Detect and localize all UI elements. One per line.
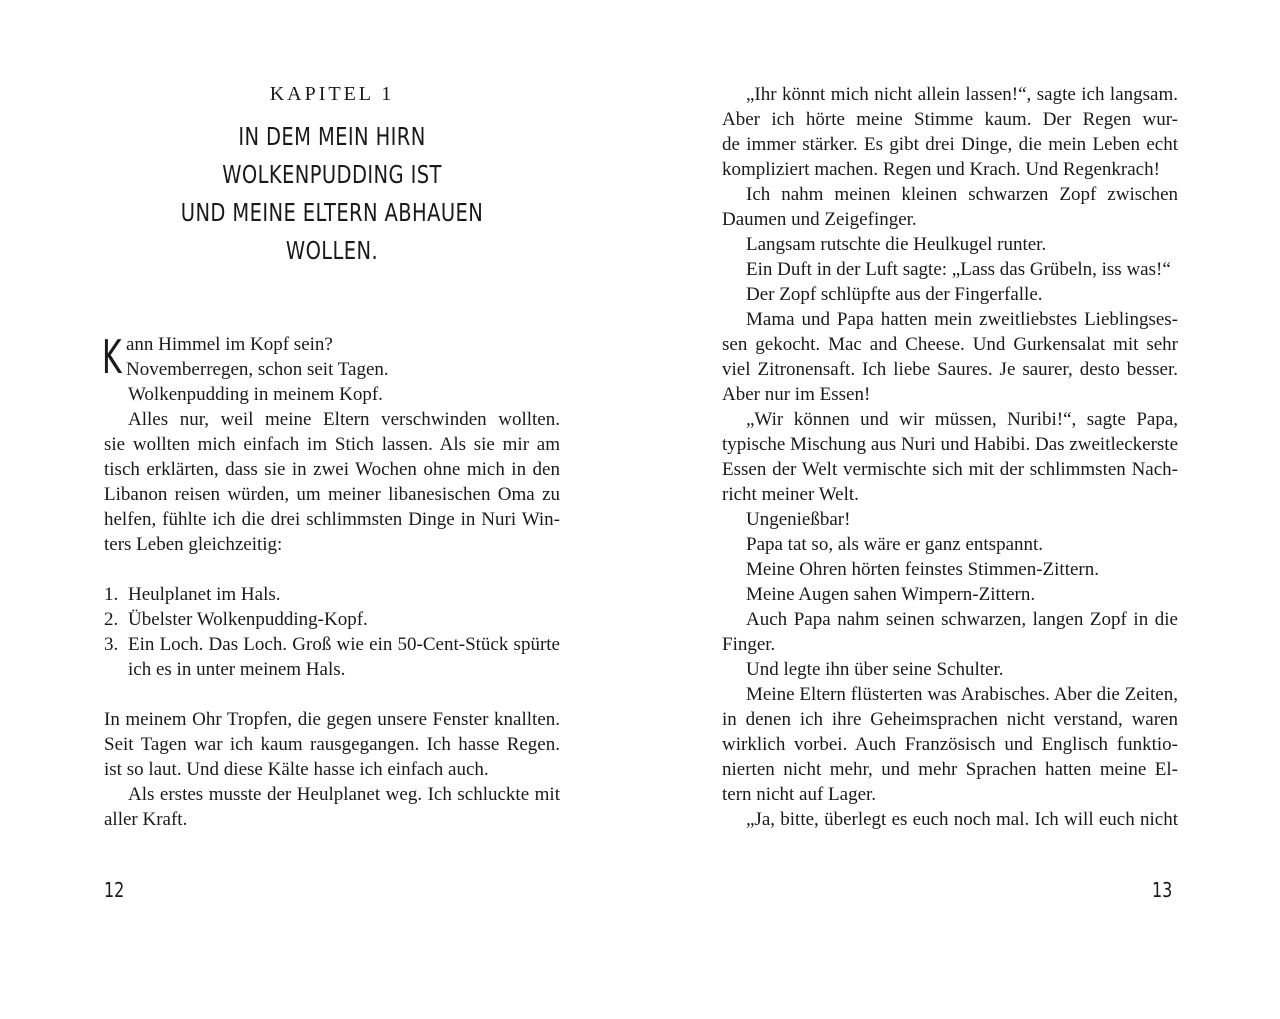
text-line: tern nicht auf Lager.	[722, 784, 877, 805]
text-line: „Ja, bitte, überlegt es euch noch mal. Ich will euch nicht	[746, 809, 1178, 830]
text-line: Mama und Papa hatten mein zweitliebstes Lieblingses-	[746, 309, 1178, 330]
text-line: In meinem Ohr Tropfen, die gegen unsere Fenster knallten.	[104, 709, 560, 730]
right-page	[640, 0, 1280, 1019]
list-text: Heulplanet im Hals.	[128, 584, 281, 605]
list-item	[104, 607, 560, 632]
text-line: typische Mischung aus Nuri und Habibi. Das zweitleckerste	[722, 434, 1178, 455]
text-line: Und legte ihn über seine Schulter.	[746, 659, 1004, 680]
text-line: Essen der Welt vermischte sich mit der schlimmsten Nach-	[722, 459, 1178, 480]
text-line: sen gekocht. Mac and Cheese. Und Gurkensalat mit sehr	[722, 334, 1178, 355]
text-line: ist so laut. Und diese Kälte hasse ich einfach auch.	[104, 759, 489, 780]
paragraph-gap	[104, 557, 560, 582]
list-number: 1.	[104, 584, 119, 605]
text-line: Aber nur im Essen!	[722, 384, 871, 405]
text-line: tisch erklärten, dass sie in zwei Wochen ohne mich in den	[104, 459, 560, 480]
right-page-body	[722, 82, 1178, 832]
opening-text: Novemberregen, schon seit Tagen.	[126, 359, 389, 380]
paragraph-gap	[104, 682, 560, 707]
list-item	[104, 657, 560, 682]
list-number: 3.	[104, 634, 119, 655]
text-line: „Ihr könnt mich nicht allein lassen!“, sagte ich langsam.	[746, 84, 1178, 105]
chapter-label: KAPITEL 1	[269, 83, 395, 105]
text-line: in denen ich ihre Geheimsprachen nicht verstand, waren	[722, 709, 1178, 730]
text-line: Finger.	[722, 634, 776, 655]
opening-line	[104, 357, 560, 382]
text-line: Der Zopf schlüpfte aus der Fingerfalle.	[746, 284, 1043, 305]
text-line: Seit Tagen war ich kaum rausgegangen. Ich hasse Regen.	[104, 734, 560, 755]
text-line: Langsam rutschte die Heulkugel runter.	[746, 234, 1047, 255]
chapter-title-line: UND MEINE ELTERN ABHAUEN WOLLEN.	[180, 198, 484, 265]
page-number-right: 13	[1152, 878, 1173, 902]
text-line: Meine Eltern flüsterten was Arabisches. Aber die Zeiten,	[746, 684, 1178, 705]
text-line: Auch Papa nahm seinen schwarzen, langen Zopf in die	[746, 609, 1178, 630]
text-line: Meine Ohren hörten feinstes Stimmen-Zittern.	[746, 559, 1099, 580]
text-line: Meine Augen sahen Wimpern-Zittern.	[746, 584, 1036, 605]
text-line: ters Leben gleichzeitig:	[104, 534, 283, 555]
text-line: Libanon reisen würden, um meiner libanesischen Oma zu	[104, 484, 560, 505]
text-line: de immer stärker. Es gibt drei Dinge, die mein Leben echt	[722, 134, 1178, 155]
text-line: Als erstes musste der Heulplanet weg. Ich schluckte mit	[128, 784, 560, 805]
text-line: Aber ich hörte meine Stimme kaum. Der Regen wur-	[722, 109, 1178, 130]
left-page-body	[104, 332, 560, 832]
text-line: Ungenießbar!	[746, 509, 851, 530]
text-line: Ich nahm meinen kleinen schwarzen Zopf zwischen	[746, 184, 1178, 205]
text-line: Daumen und Zeigefinger.	[722, 209, 917, 230]
text-line: Papa tat so, als wäre er ganz entspannt.	[746, 534, 1044, 555]
text-line: Ein Duft in der Luft sagte: „Lass das Grübeln, iss was!“	[746, 259, 1171, 280]
text-line: Alles nur, weil meine Eltern verschwinden wollten.	[128, 409, 560, 430]
text-line: kompliziert machen. Regen und Krach. Und Regenkrach!	[722, 159, 1160, 180]
list-text: ich es in unter meinem Hals.	[128, 659, 346, 680]
list-item	[104, 632, 560, 657]
text-line: sie wollten mich einfach im Stich lassen. Als sie mir am	[104, 434, 560, 455]
text-line: richt meiner Welt.	[722, 484, 859, 505]
list-number: 2.	[104, 609, 119, 630]
list-text: Ein Loch. Das Loch. Groß wie ein 50-Cent-Stück spürte	[128, 634, 560, 655]
text-line: nierten nicht mehr, und mehr Sprachen hatten meine El-	[722, 759, 1178, 780]
page-number-left: 12	[104, 878, 125, 902]
text-line: „Wir können und wir müssen, Nuribi!“, sagte Papa,	[746, 409, 1178, 430]
text-line: Wolkenpudding in meinem Kopf.	[128, 384, 383, 405]
list-item	[104, 582, 560, 607]
text-line: viel Zitronensaft. Ich liebe Saures. Je saurer, desto besser.	[722, 359, 1178, 380]
chapter-title	[154, 118, 510, 270]
opening-text: ann Himmel im Kopf sein?	[126, 334, 333, 355]
text-line: wirklich vorbei. Auch Französisch und Englisch funktio-	[722, 734, 1178, 755]
chapter-title-line: IN DEM MEIN HIRN WOLKENPUDDING IST	[222, 122, 442, 189]
list-text: Übelster Wolkenpudding-Kopf.	[128, 609, 368, 630]
drop-cap: K	[102, 330, 122, 384]
text-line: helfen, fühlte ich die drei schlimmsten Dinge in Nuri Win-	[104, 509, 560, 530]
text-line: aller Kraft.	[104, 809, 188, 830]
